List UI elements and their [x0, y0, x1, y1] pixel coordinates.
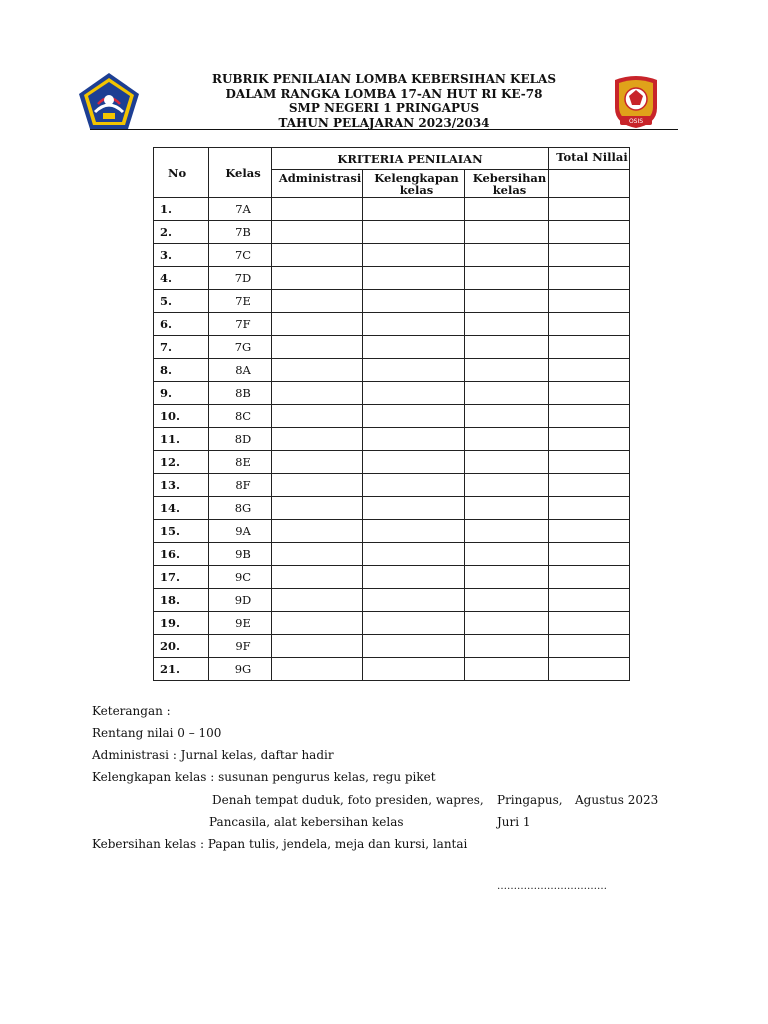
row-number: 16.	[154, 543, 209, 566]
row-kelas: 7A	[209, 198, 272, 221]
cell-administrasi	[272, 359, 363, 382]
table-row	[154, 451, 630, 474]
title-line-3: SMP NEGERI 1 PRINGAPUS	[288, 101, 480, 115]
row-number: 5.	[154, 290, 209, 313]
cell-total	[549, 382, 630, 405]
cell-kelengkapan	[363, 405, 465, 428]
cell-total	[549, 359, 630, 382]
row-number: 6.	[154, 313, 209, 336]
table-row	[154, 267, 630, 290]
row-kelas: 7F	[209, 313, 272, 336]
table-row	[154, 543, 630, 566]
cell-kelengkapan	[363, 221, 465, 244]
cell-total	[549, 267, 630, 290]
row-number: 11.	[154, 428, 209, 451]
row-number: 7.	[154, 336, 209, 359]
cell-total	[549, 497, 630, 520]
title-line-4: TAHUN PELAJARAN 2023/2034	[278, 115, 490, 130]
cell-kebersihan	[465, 290, 549, 313]
notes-kelengkapan: Kelengkapan kelas : susunan pengurus kelas, regu piket	[92, 770, 436, 784]
table-row	[154, 658, 630, 681]
notes-kelengkapan-cont-2: Pancasila, alat kebersihan kelas	[209, 815, 404, 829]
cell-administrasi	[272, 497, 363, 520]
cell-administrasi	[272, 635, 363, 658]
header-administrasi: Administrasi	[272, 170, 363, 198]
cell-administrasi	[272, 313, 363, 336]
cell-total	[549, 290, 630, 313]
table-row	[154, 612, 630, 635]
cell-kelengkapan	[363, 382, 465, 405]
cell-kebersihan	[465, 382, 549, 405]
cell-kebersihan	[465, 658, 549, 681]
cell-total	[549, 474, 630, 497]
table-row	[154, 520, 630, 543]
row-number: 13.	[154, 474, 209, 497]
notes-administrasi: Administrasi : Jurnal kelas, daftar hadir	[92, 748, 334, 762]
table-row	[154, 635, 630, 658]
header-total: Total Nillai	[549, 148, 630, 170]
row-kelas: 8G	[209, 497, 272, 520]
table-row	[154, 313, 630, 336]
cell-kelengkapan	[363, 497, 465, 520]
cell-kelengkapan	[363, 428, 465, 451]
cell-kebersihan	[465, 635, 549, 658]
notes-range: Rentang nilai 0 – 100	[92, 726, 222, 740]
table-row	[154, 221, 630, 244]
table-row	[154, 566, 630, 589]
header-total-blank	[549, 170, 630, 198]
cell-kebersihan	[465, 497, 549, 520]
cell-total	[549, 543, 630, 566]
row-kelas: 8C	[209, 405, 272, 428]
row-number: 9.	[154, 382, 209, 405]
cell-kelengkapan	[363, 198, 465, 221]
cell-total	[549, 589, 630, 612]
cell-kelengkapan	[363, 336, 465, 359]
cell-administrasi	[272, 221, 363, 244]
cell-kebersihan	[465, 474, 549, 497]
header-kebersihan: Kebersihan kelas	[465, 170, 549, 198]
document-title	[150, 72, 618, 130]
table-row	[154, 244, 630, 267]
table-row	[154, 382, 630, 405]
table-row	[154, 198, 630, 221]
row-kelas: 7D	[209, 267, 272, 290]
notes-kebersihan: Kebersihan kelas : Papan tulis, jendela, meja dan kursi, lantai	[92, 837, 468, 851]
row-number: 2.	[154, 221, 209, 244]
row-kelas: 7E	[209, 290, 272, 313]
row-kelas: 8A	[209, 359, 272, 382]
cell-total	[549, 520, 630, 543]
cell-total	[549, 198, 630, 221]
signature-role: Juri 1	[497, 815, 531, 829]
cell-total	[549, 658, 630, 681]
row-kelas: 8B	[209, 382, 272, 405]
cell-total	[549, 566, 630, 589]
header-kelengkapan: Kelengkapan kelas	[363, 170, 465, 198]
notes-heading: Keterangan :	[92, 704, 171, 718]
row-number: 4.	[154, 267, 209, 290]
row-number: 15.	[154, 520, 209, 543]
row-kelas: 8E	[209, 451, 272, 474]
cell-kebersihan	[465, 221, 549, 244]
cell-kebersihan	[465, 336, 549, 359]
cell-kebersihan	[465, 313, 549, 336]
title-line-2: DALAM RANGKA LOMBA 17-AN HUT RI KE-78	[225, 86, 543, 101]
notes-kelengkapan-cont-1: Denah tempat duduk, foto presiden, wapres,	[212, 793, 484, 807]
cell-administrasi	[272, 566, 363, 589]
cell-total	[549, 244, 630, 267]
row-kelas: 7G	[209, 336, 272, 359]
row-number: 8.	[154, 359, 209, 382]
cell-kelengkapan	[363, 313, 465, 336]
cell-kebersihan	[465, 566, 549, 589]
cell-kelengkapan	[363, 244, 465, 267]
cell-kelengkapan	[363, 566, 465, 589]
row-kelas: 9D	[209, 589, 272, 612]
row-kelas: 7C	[209, 244, 272, 267]
cell-kelengkapan	[363, 520, 465, 543]
row-number: 1.	[154, 198, 209, 221]
cell-kelengkapan	[363, 543, 465, 566]
row-number: 17.	[154, 566, 209, 589]
row-number: 21.	[154, 658, 209, 681]
cell-administrasi	[272, 474, 363, 497]
row-kelas: 9B	[209, 543, 272, 566]
cell-kebersihan	[465, 543, 549, 566]
title-line-1: RUBRIK PENILAIAN LOMBA KEBERSIHAN KELAS	[211, 72, 557, 86]
table-row	[154, 359, 630, 382]
cell-administrasi	[272, 405, 363, 428]
cell-kebersihan	[465, 520, 549, 543]
cell-kebersihan	[465, 267, 549, 290]
cell-administrasi	[272, 198, 363, 221]
row-number: 12.	[154, 451, 209, 474]
cell-total	[549, 221, 630, 244]
cell-administrasi	[272, 244, 363, 267]
cell-kelengkapan	[363, 635, 465, 658]
cell-kelengkapan	[363, 658, 465, 681]
row-kelas: 9C	[209, 566, 272, 589]
cell-kebersihan	[465, 451, 549, 474]
cell-kebersihan	[465, 198, 549, 221]
row-number: 20.	[154, 635, 209, 658]
osis-logo-text: OSIS	[628, 118, 644, 125]
cell-kelengkapan	[363, 589, 465, 612]
cell-kelengkapan	[363, 474, 465, 497]
cell-administrasi	[272, 658, 363, 681]
rubric-table	[153, 147, 630, 681]
header-no: No	[154, 148, 209, 198]
row-kelas: 9A	[209, 520, 272, 543]
osis-emblem-logo	[611, 72, 661, 130]
cell-kelengkapan	[363, 359, 465, 382]
school-emblem-logo	[78, 72, 140, 130]
row-kelas: 9F	[209, 635, 272, 658]
header-kelas: Kelas	[209, 148, 272, 198]
cell-total	[549, 635, 630, 658]
row-kelas: 8D	[209, 428, 272, 451]
cell-administrasi	[272, 290, 363, 313]
cell-kebersihan	[465, 612, 549, 635]
table-row	[154, 474, 630, 497]
table-row	[154, 405, 630, 428]
row-number: 10.	[154, 405, 209, 428]
cell-administrasi	[272, 612, 363, 635]
row-number: 19.	[154, 612, 209, 635]
cell-administrasi	[272, 520, 363, 543]
cell-administrasi	[272, 543, 363, 566]
signature-line: ……………………………	[497, 881, 607, 892]
cell-kelengkapan	[363, 612, 465, 635]
signature-place: Pringapus,	[497, 793, 563, 807]
cell-total	[549, 612, 630, 635]
cell-administrasi	[272, 451, 363, 474]
header-kriteria: KRITERIA PENILAIAN	[272, 148, 549, 170]
table-row	[154, 290, 630, 313]
header-divider	[90, 129, 678, 130]
cell-kebersihan	[465, 244, 549, 267]
cell-kebersihan	[465, 359, 549, 382]
cell-administrasi	[272, 336, 363, 359]
table-row	[154, 497, 630, 520]
cell-administrasi	[272, 428, 363, 451]
cell-total	[549, 428, 630, 451]
cell-kebersihan	[465, 428, 549, 451]
table-row	[154, 336, 630, 359]
row-kelas: 7B	[209, 221, 272, 244]
cell-kebersihan	[465, 405, 549, 428]
cell-total	[549, 451, 630, 474]
cell-kelengkapan	[363, 290, 465, 313]
cell-total	[549, 405, 630, 428]
cell-administrasi	[272, 589, 363, 612]
row-kelas: 8F	[209, 474, 272, 497]
signature-date: Agustus 2023	[575, 793, 659, 807]
row-number: 18.	[154, 589, 209, 612]
cell-administrasi	[272, 267, 363, 290]
cell-kebersihan	[465, 589, 549, 612]
cell-total	[549, 313, 630, 336]
cell-total	[549, 336, 630, 359]
cell-kelengkapan	[363, 267, 465, 290]
row-number: 3.	[154, 244, 209, 267]
cell-kelengkapan	[363, 451, 465, 474]
row-kelas: 9G	[209, 658, 272, 681]
row-kelas: 9E	[209, 612, 272, 635]
cell-administrasi	[272, 382, 363, 405]
table-row	[154, 589, 630, 612]
table-row	[154, 428, 630, 451]
row-number: 14.	[154, 497, 209, 520]
